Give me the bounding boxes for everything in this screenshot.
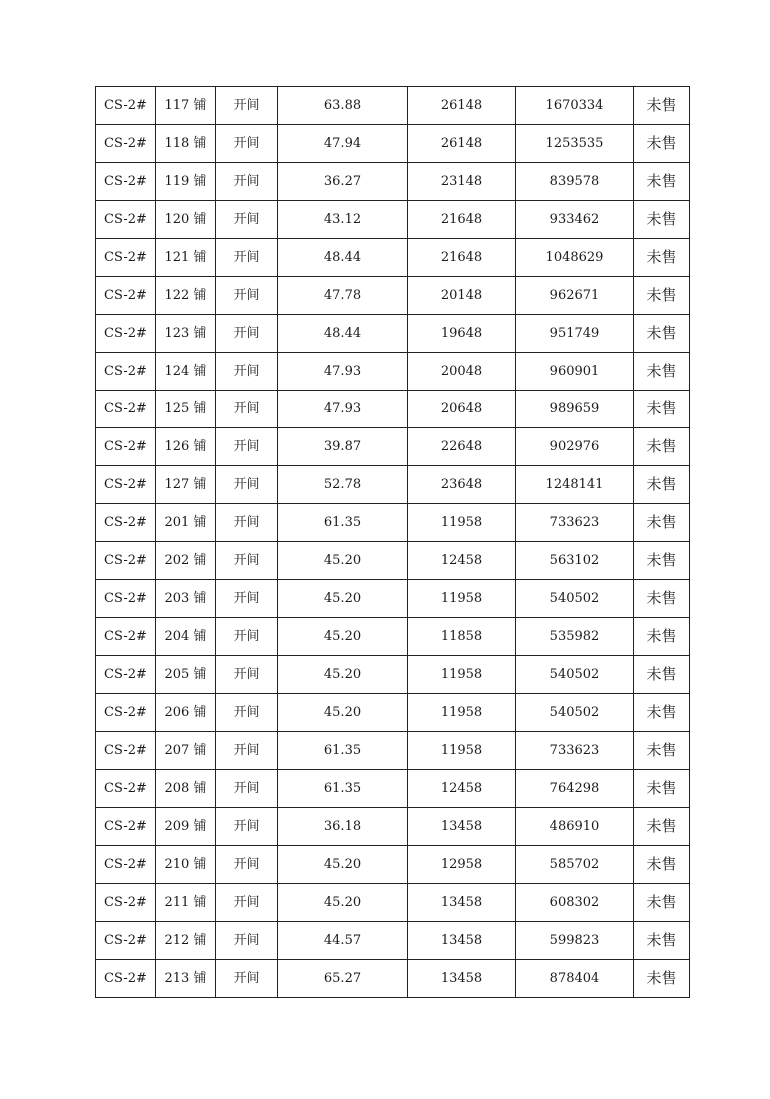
unit-type-cell: 开间: [216, 921, 278, 959]
unit-price-cell: 11958: [408, 504, 516, 542]
total-price-cell: 733623: [516, 731, 634, 769]
table-row: [96, 504, 690, 542]
area-cell: 47.94: [278, 124, 408, 162]
building-cell: CS-2#: [96, 807, 156, 845]
unit-number-cell: 202 铺: [156, 542, 216, 580]
total-price-cell: 535982: [516, 618, 634, 656]
area-cell: 45.20: [278, 694, 408, 732]
area-cell: 45.20: [278, 845, 408, 883]
unit-price-cell: 13458: [408, 883, 516, 921]
total-price-cell: 486910: [516, 807, 634, 845]
sale-status-cell: 未售: [634, 580, 690, 618]
area-cell: 65.27: [278, 959, 408, 997]
unit-price-cell: 20648: [408, 390, 516, 428]
table-row: [96, 466, 690, 504]
area-cell: 39.87: [278, 428, 408, 466]
unit-price-cell: 11858: [408, 618, 516, 656]
table-row: [96, 238, 690, 276]
building-cell: CS-2#: [96, 276, 156, 314]
unit-price-cell: 21648: [408, 200, 516, 238]
unit-type-cell: 开间: [216, 769, 278, 807]
building-cell: CS-2#: [96, 883, 156, 921]
area-cell: 36.18: [278, 807, 408, 845]
building-cell: CS-2#: [96, 200, 156, 238]
building-cell: CS-2#: [96, 959, 156, 997]
sale-status-cell: 未售: [634, 314, 690, 352]
total-price-cell: 1253535: [516, 124, 634, 162]
unit-type-cell: 开间: [216, 959, 278, 997]
sale-status-cell: 未售: [634, 618, 690, 656]
unit-price-cell: 11958: [408, 731, 516, 769]
sale-status-cell: 未售: [634, 87, 690, 125]
sale-status-cell: 未售: [634, 731, 690, 769]
building-cell: CS-2#: [96, 87, 156, 125]
sale-status-cell: 未售: [634, 390, 690, 428]
unit-type-cell: 开间: [216, 428, 278, 466]
sale-status-cell: 未售: [634, 162, 690, 200]
table-row: [96, 428, 690, 466]
unit-number-cell: 206 铺: [156, 694, 216, 732]
unit-price-table: [95, 86, 690, 998]
unit-type-cell: 开间: [216, 87, 278, 125]
building-cell: CS-2#: [96, 845, 156, 883]
unit-type-cell: 开间: [216, 200, 278, 238]
area-cell: 36.27: [278, 162, 408, 200]
area-cell: 48.44: [278, 238, 408, 276]
unit-type-cell: 开间: [216, 390, 278, 428]
total-price-cell: 540502: [516, 656, 634, 694]
unit-number-cell: 119 铺: [156, 162, 216, 200]
unit-type-cell: 开间: [216, 466, 278, 504]
unit-price-cell: 26148: [408, 124, 516, 162]
area-cell: 63.88: [278, 87, 408, 125]
sale-status-cell: 未售: [634, 959, 690, 997]
total-price-cell: 585702: [516, 845, 634, 883]
sale-status-cell: 未售: [634, 656, 690, 694]
table-row: [96, 200, 690, 238]
sale-status-cell: 未售: [634, 807, 690, 845]
unit-number-cell: 210 铺: [156, 845, 216, 883]
total-price-cell: 540502: [516, 580, 634, 618]
area-cell: 45.20: [278, 618, 408, 656]
unit-number-cell: 207 铺: [156, 731, 216, 769]
table-row: [96, 352, 690, 390]
unit-price-cell: 12458: [408, 542, 516, 580]
area-cell: 47.93: [278, 390, 408, 428]
unit-type-cell: 开间: [216, 162, 278, 200]
area-cell: 45.20: [278, 883, 408, 921]
area-cell: 43.12: [278, 200, 408, 238]
sale-status-cell: 未售: [634, 694, 690, 732]
total-price-cell: 839578: [516, 162, 634, 200]
unit-number-cell: 118 铺: [156, 124, 216, 162]
unit-price-cell: 11958: [408, 580, 516, 618]
total-price-cell: 1048629: [516, 238, 634, 276]
total-price-cell: 951749: [516, 314, 634, 352]
unit-number-cell: 201 铺: [156, 504, 216, 542]
total-price-cell: 933462: [516, 200, 634, 238]
total-price-cell: 733623: [516, 504, 634, 542]
table-row: [96, 542, 690, 580]
unit-number-cell: 203 铺: [156, 580, 216, 618]
sale-status-cell: 未售: [634, 200, 690, 238]
table-row: [96, 694, 690, 732]
total-price-cell: 962671: [516, 276, 634, 314]
sale-status-cell: 未售: [634, 769, 690, 807]
total-price-cell: 902976: [516, 428, 634, 466]
table-row: [96, 162, 690, 200]
unit-number-cell: 205 铺: [156, 656, 216, 694]
sale-status-cell: 未售: [634, 883, 690, 921]
unit-price-cell: 22648: [408, 428, 516, 466]
area-cell: 52.78: [278, 466, 408, 504]
area-cell: 61.35: [278, 731, 408, 769]
unit-number-cell: 117 铺: [156, 87, 216, 125]
area-cell: 48.44: [278, 314, 408, 352]
table-row: [96, 769, 690, 807]
unit-number-cell: 123 铺: [156, 314, 216, 352]
building-cell: CS-2#: [96, 504, 156, 542]
unit-price-cell: 23648: [408, 466, 516, 504]
sale-status-cell: 未售: [634, 542, 690, 580]
unit-type-cell: 开间: [216, 883, 278, 921]
area-cell: 44.57: [278, 921, 408, 959]
building-cell: CS-2#: [96, 314, 156, 352]
unit-number-cell: 209 铺: [156, 807, 216, 845]
table-row: [96, 883, 690, 921]
area-cell: 45.20: [278, 580, 408, 618]
sale-status-cell: 未售: [634, 238, 690, 276]
total-price-cell: 960901: [516, 352, 634, 390]
area-cell: 61.35: [278, 504, 408, 542]
total-price-cell: 1670334: [516, 87, 634, 125]
total-price-cell: 608302: [516, 883, 634, 921]
building-cell: CS-2#: [96, 352, 156, 390]
sale-status-cell: 未售: [634, 352, 690, 390]
unit-number-cell: 127 铺: [156, 466, 216, 504]
table-row: [96, 314, 690, 352]
building-cell: CS-2#: [96, 618, 156, 656]
total-price-cell: 989659: [516, 390, 634, 428]
total-price-cell: 878404: [516, 959, 634, 997]
building-cell: CS-2#: [96, 769, 156, 807]
unit-type-cell: 开间: [216, 504, 278, 542]
unit-price-cell: 19648: [408, 314, 516, 352]
building-cell: CS-2#: [96, 542, 156, 580]
unit-price-cell: 20148: [408, 276, 516, 314]
building-cell: CS-2#: [96, 921, 156, 959]
unit-type-cell: 开间: [216, 124, 278, 162]
unit-price-cell: 21648: [408, 238, 516, 276]
total-price-cell: 563102: [516, 542, 634, 580]
unit-number-cell: 122 铺: [156, 276, 216, 314]
unit-number-cell: 125 铺: [156, 390, 216, 428]
total-price-cell: 1248141: [516, 466, 634, 504]
building-cell: CS-2#: [96, 466, 156, 504]
unit-type-cell: 开间: [216, 542, 278, 580]
sale-status-cell: 未售: [634, 428, 690, 466]
unit-price-cell: 11958: [408, 694, 516, 732]
building-cell: CS-2#: [96, 390, 156, 428]
unit-type-cell: 开间: [216, 618, 278, 656]
area-cell: 61.35: [278, 769, 408, 807]
table-row: [96, 656, 690, 694]
unit-number-cell: 208 铺: [156, 769, 216, 807]
sale-status-cell: 未售: [634, 276, 690, 314]
unit-price-cell: 13458: [408, 959, 516, 997]
sale-status-cell: 未售: [634, 124, 690, 162]
unit-number-cell: 204 铺: [156, 618, 216, 656]
table-row: [96, 580, 690, 618]
unit-price-cell: 26148: [408, 87, 516, 125]
unit-type-cell: 开间: [216, 845, 278, 883]
table-row: [96, 124, 690, 162]
table-row: [96, 731, 690, 769]
unit-type-cell: 开间: [216, 314, 278, 352]
unit-type-cell: 开间: [216, 807, 278, 845]
table-row: [96, 845, 690, 883]
unit-number-cell: 126 铺: [156, 428, 216, 466]
table-body: [96, 87, 690, 998]
unit-price-cell: 13458: [408, 807, 516, 845]
building-cell: CS-2#: [96, 162, 156, 200]
unit-number-cell: 120 铺: [156, 200, 216, 238]
unit-price-cell: 13458: [408, 921, 516, 959]
unit-price-cell: 20048: [408, 352, 516, 390]
area-cell: 47.78: [278, 276, 408, 314]
unit-number-cell: 211 铺: [156, 883, 216, 921]
table-row: [96, 390, 690, 428]
unit-type-cell: 开间: [216, 694, 278, 732]
table-row: [96, 959, 690, 997]
unit-type-cell: 开间: [216, 656, 278, 694]
building-cell: CS-2#: [96, 731, 156, 769]
unit-number-cell: 212 铺: [156, 921, 216, 959]
area-cell: 45.20: [278, 542, 408, 580]
table-row: [96, 921, 690, 959]
sale-status-cell: 未售: [634, 504, 690, 542]
building-cell: CS-2#: [96, 124, 156, 162]
table-row: [96, 276, 690, 314]
unit-number-cell: 121 铺: [156, 238, 216, 276]
building-cell: CS-2#: [96, 694, 156, 732]
unit-type-cell: 开间: [216, 731, 278, 769]
total-price-cell: 764298: [516, 769, 634, 807]
unit-price-cell: 11958: [408, 656, 516, 694]
table-row: [96, 618, 690, 656]
unit-price-cell: 12458: [408, 769, 516, 807]
building-cell: CS-2#: [96, 428, 156, 466]
building-cell: CS-2#: [96, 238, 156, 276]
unit-number-cell: 213 铺: [156, 959, 216, 997]
area-cell: 47.93: [278, 352, 408, 390]
sale-status-cell: 未售: [634, 921, 690, 959]
building-cell: CS-2#: [96, 580, 156, 618]
unit-type-cell: 开间: [216, 238, 278, 276]
sale-status-cell: 未售: [634, 466, 690, 504]
table-row: [96, 807, 690, 845]
unit-type-cell: 开间: [216, 276, 278, 314]
total-price-cell: 599823: [516, 921, 634, 959]
sale-status-cell: 未售: [634, 845, 690, 883]
total-price-cell: 540502: [516, 694, 634, 732]
table-row: [96, 87, 690, 125]
unit-price-cell: 23148: [408, 162, 516, 200]
area-cell: 45.20: [278, 656, 408, 694]
unit-number-cell: 124 铺: [156, 352, 216, 390]
unit-type-cell: 开间: [216, 352, 278, 390]
unit-type-cell: 开间: [216, 580, 278, 618]
building-cell: CS-2#: [96, 656, 156, 694]
unit-price-cell: 12958: [408, 845, 516, 883]
